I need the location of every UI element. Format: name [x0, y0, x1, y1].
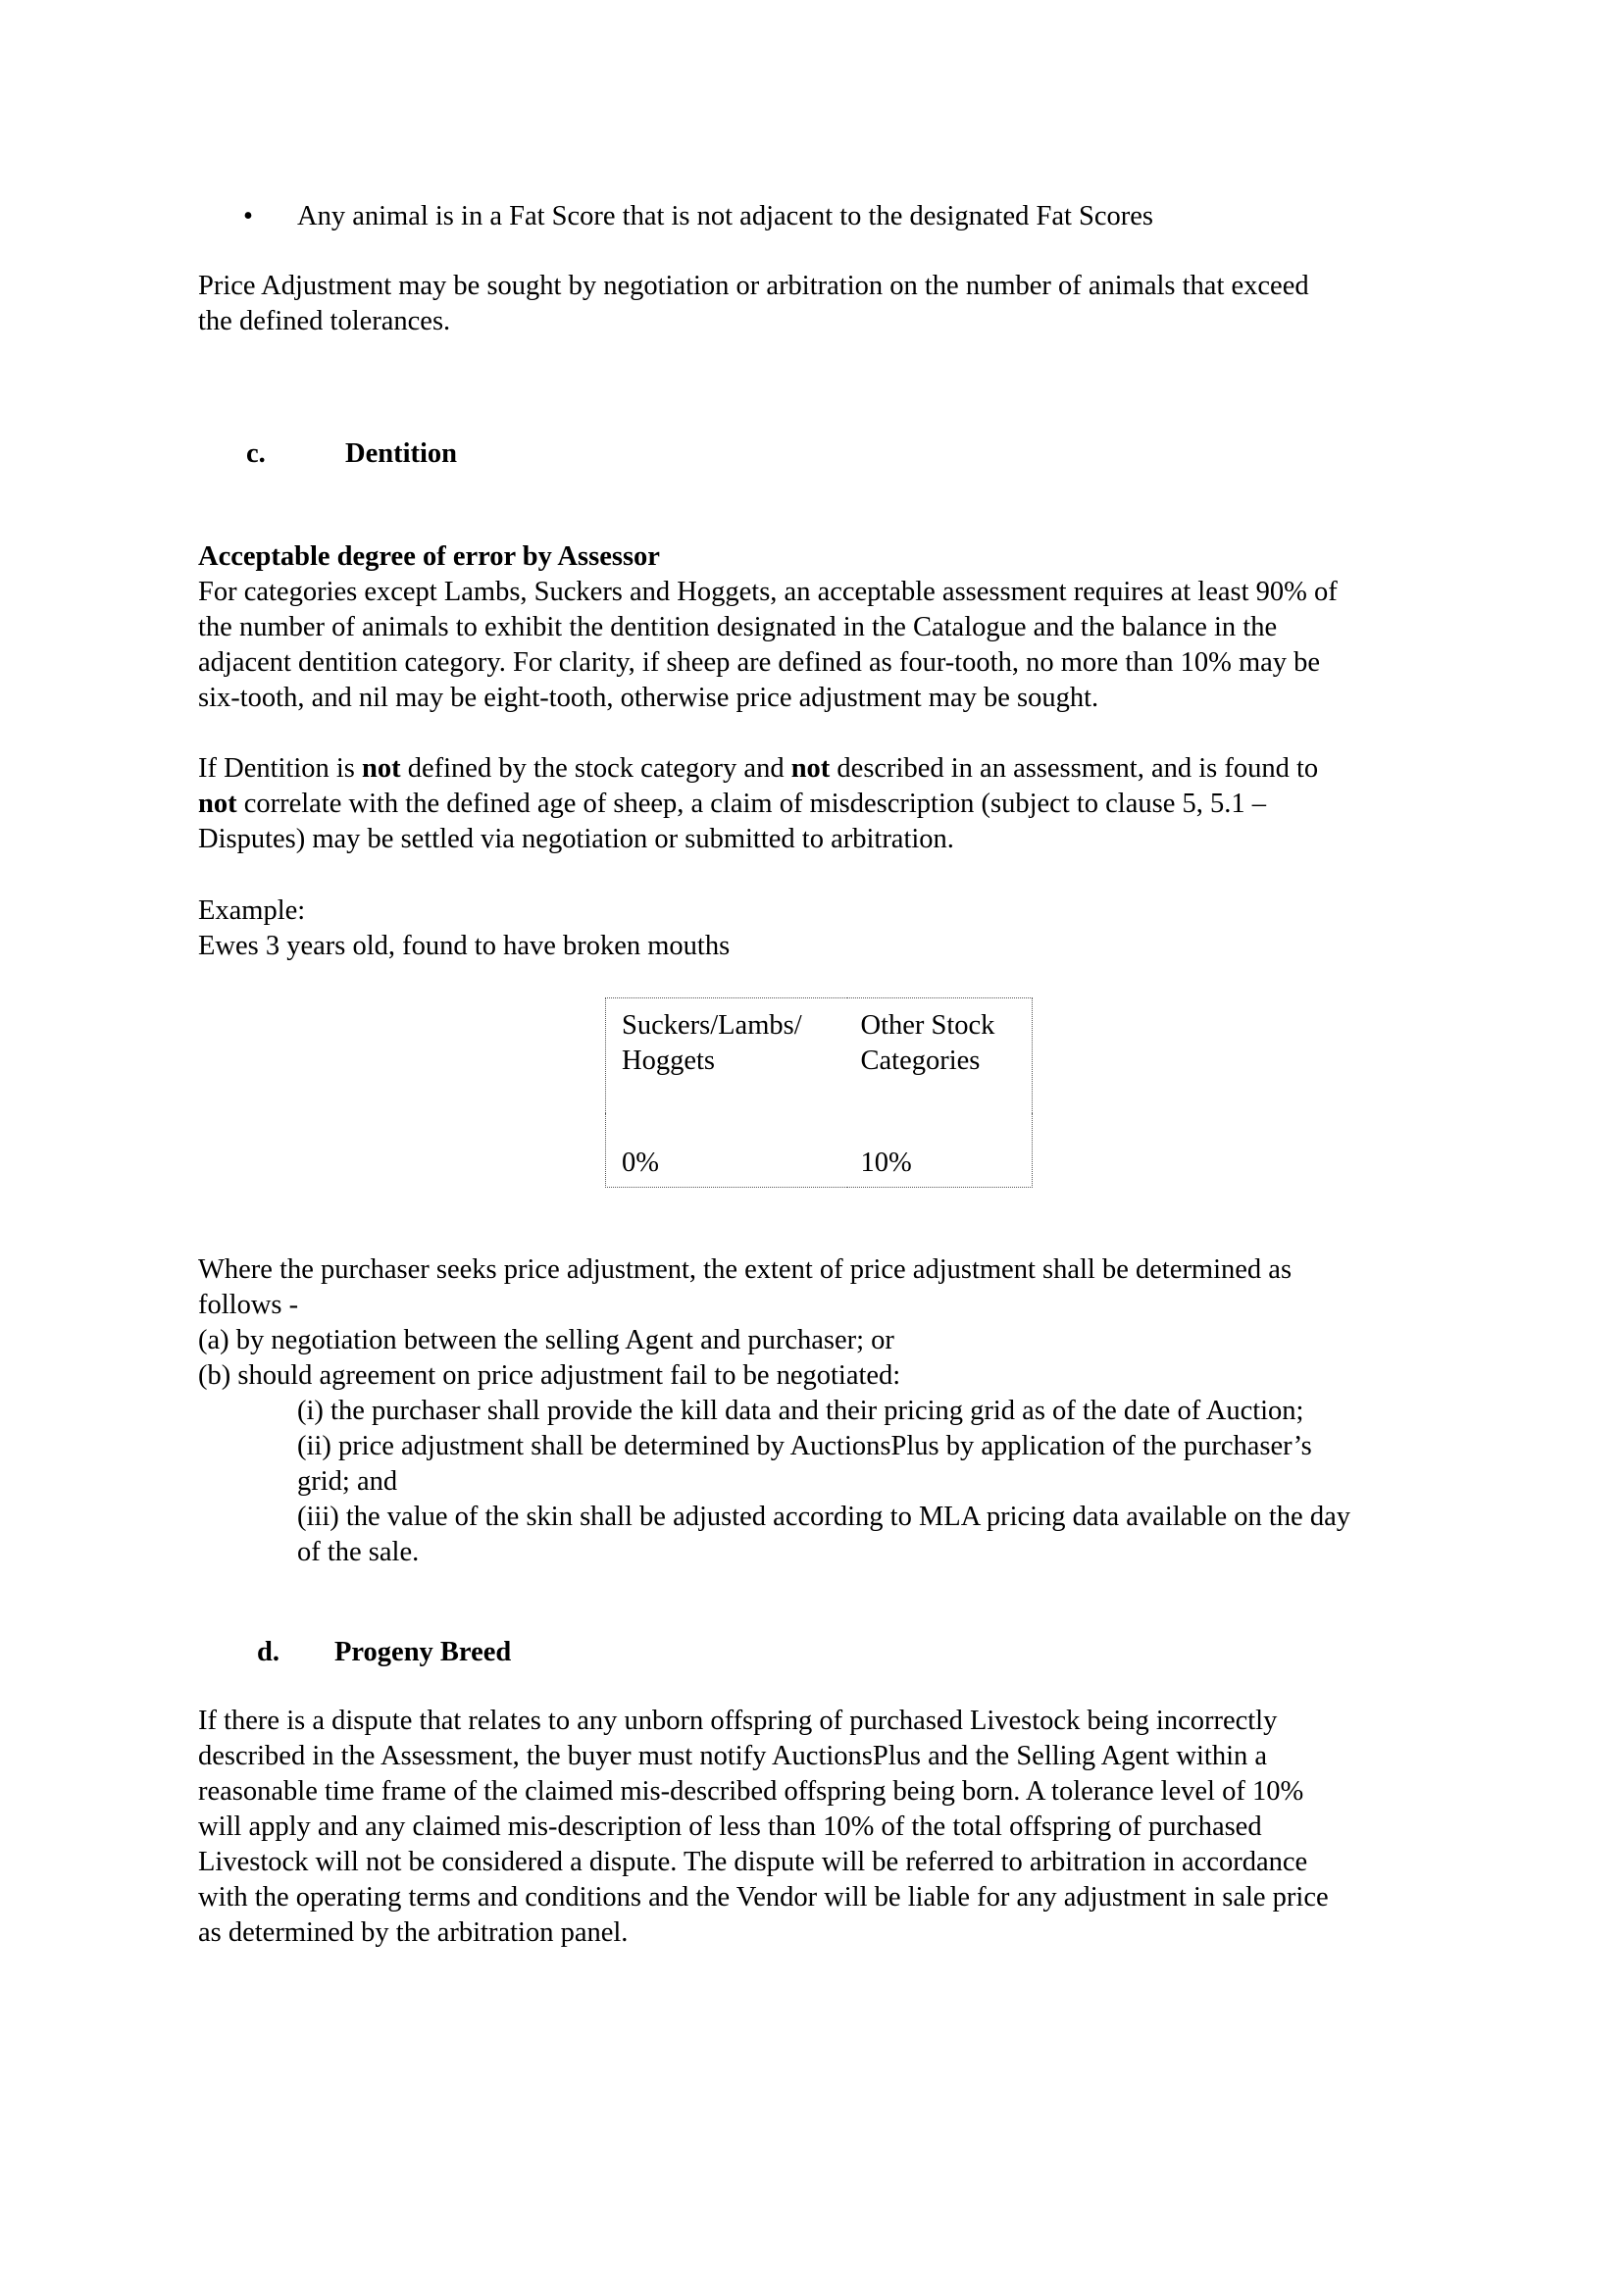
- section-c-letter: c.: [246, 438, 266, 469]
- table-cell: 10%: [860, 1148, 912, 1178]
- example-label: Example:: [198, 895, 306, 926]
- assessor-heading: Acceptable degree of error by Assessor: [198, 541, 660, 572]
- dentition-paragraph: If Dentition is not defined by the stock category and not described in an assessment, and is found to not correlate with the defined age of sheep, a claim of misdescription (subject to clause 5, 5.1 – Disputes) may be settled via negotiation or submitted to arbitration.: [198, 753, 1319, 854]
- purchaser-paragraph: Where the purchaser seeks price adjustment, the extent of price adjustment shall be determined as follows - (a) by negotiation between the selling Agent and purchaser; or (b) should agreement on price adjustment fail to be negotiated: (i) the purchaser shall provide the kill data and their pricing grid as of the date of Auction; (ii) price adjustment shall be determined by AuctionsPlus by application of the purchaser’s grid; and (iii) the value of the skin shall be adjusted according to MLA pricing data available on the day of the sale.: [198, 1254, 1350, 1567]
- example-block: [198, 893, 1444, 964]
- table-cell: 0%: [622, 1148, 659, 1178]
- table-header-cell: Other Stock Categories: [860, 1010, 995, 1076]
- progeny-paragraph: If there is a dispute that relates to any unborn offspring of purchased Livestock being incorrectly described in the Assessment, the buyer must notify AuctionsPlus and the Selling Agent within a reasonable time frame of the claimed mis-described offspring being born. A tolerance level of 10% will apply and any claimed mis-description of less than 10% of the total offspring of purchased Livestock will not be considered a dispute. The dispute will be referred to arbitration in accordance with the operating terms and conditions and the Vendor will be liable for any adjustment in sale price as determined by the arbitration panel.: [198, 1706, 1329, 1948]
- table-header-row: [606, 998, 1033, 1114]
- table-header-cell: Suckers/Lambs/ Hoggets: [622, 1010, 802, 1076]
- example-text: Ewes 3 years old, found to have broken mouths: [198, 931, 731, 961]
- assessor-section: Acceptable degree of error by Assessor For categories except Lambs, Suckers and Hoggets, an acceptable assessment requires at least 90% of the number of animals to exhibit the dentition designated in the Catalogue and the balance in the adjacent dentition category. For clarity, if sheep are defined as four-tooth, no more than 10% may be six-tooth, and nil may be eight-tooth, otherwise price adjustment may be sought.: [198, 539, 1444, 716]
- tolerance-table: [605, 997, 1033, 1188]
- section-c-title: Dentition: [345, 438, 457, 469]
- section-d-letter: d.: [257, 1637, 279, 1667]
- price-adjustment-paragraph: Price Adjustment may be sought by negotiation or arbitration on the number of animals that exceed the defined tolerances.: [198, 271, 1309, 336]
- table-row: [606, 1113, 1033, 1187]
- bullet-text: Any animal is in a Fat Score that is not adjacent to the designated Fat Scores: [297, 201, 1154, 231]
- bullet-dot: •: [243, 201, 253, 231]
- section-d-title: Progeny Breed: [334, 1637, 512, 1667]
